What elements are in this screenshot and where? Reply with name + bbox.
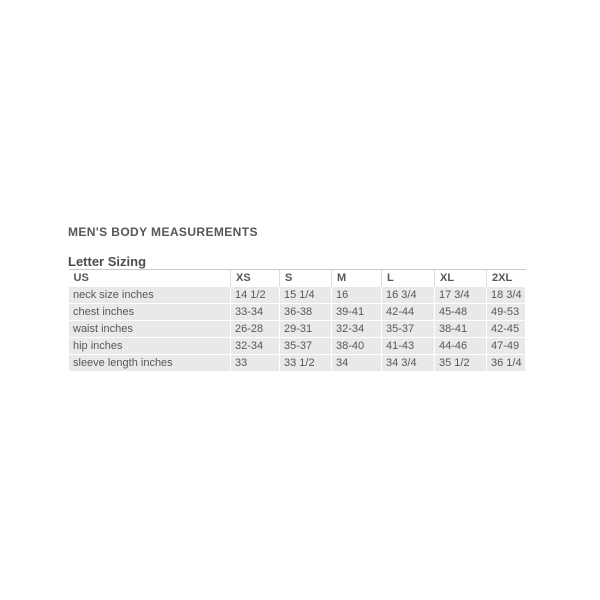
- value-cell: 49-53: [487, 304, 526, 321]
- value-cell: 45-48: [435, 304, 487, 321]
- value-cell: 42-44: [382, 304, 435, 321]
- table-subtitle: Letter Sizing: [68, 254, 147, 269]
- column-header-m: M: [332, 270, 382, 287]
- column-header-2xl: 2XL: [487, 270, 526, 287]
- value-cell: 47-49: [487, 338, 526, 355]
- value-cell: 42-45: [487, 321, 526, 338]
- column-header-xl: XL: [435, 270, 487, 287]
- value-cell: 36-38: [280, 304, 332, 321]
- value-cell: 29-31: [280, 321, 332, 338]
- value-cell: 38-41: [435, 321, 487, 338]
- value-cell: 35 1/2: [435, 355, 487, 372]
- value-cell: 18 3/4: [487, 287, 526, 304]
- row-label-cell: waist inches: [69, 321, 231, 338]
- column-header-s: S: [280, 270, 332, 287]
- value-cell: 14 1/2: [231, 287, 280, 304]
- value-cell: 38-40: [332, 338, 382, 355]
- value-cell: 17 3/4: [435, 287, 487, 304]
- value-cell: 32-34: [332, 321, 382, 338]
- size-chart-section: [68, 226, 525, 372]
- value-cell: 16: [332, 287, 382, 304]
- value-cell: 15 1/4: [280, 287, 332, 304]
- value-cell: 35-37: [382, 321, 435, 338]
- column-header-l: L: [382, 270, 435, 287]
- value-cell: 33-34: [231, 304, 280, 321]
- value-cell: 39-41: [332, 304, 382, 321]
- value-cell: 33: [231, 355, 280, 372]
- row-label-cell: chest inches: [69, 304, 231, 321]
- table-row: [69, 304, 526, 321]
- row-label-cell: hip inches: [69, 338, 231, 355]
- value-cell: 36 1/4: [487, 355, 526, 372]
- table-row: [69, 338, 526, 355]
- value-cell: 16 3/4: [382, 287, 435, 304]
- value-cell: 34: [332, 355, 382, 372]
- header-row: [69, 270, 526, 287]
- size-table-header: [69, 270, 526, 287]
- row-label-cell: neck size inches: [69, 287, 231, 304]
- size-table: [68, 269, 526, 372]
- table-row: [69, 321, 526, 338]
- row-label-cell: sleeve length inches: [69, 355, 231, 372]
- value-cell: 44-46: [435, 338, 487, 355]
- value-cell: 41-43: [382, 338, 435, 355]
- column-header-xs: XS: [231, 270, 280, 287]
- section-title: MEN'S BODY MEASUREMENTS: [68, 225, 258, 239]
- value-cell: 33 1/2: [280, 355, 332, 372]
- table-row: [69, 355, 526, 372]
- value-cell: 26-28: [231, 321, 280, 338]
- column-header-us: US: [69, 270, 231, 287]
- value-cell: 32-34: [231, 338, 280, 355]
- table-row: [69, 287, 526, 304]
- size-table-body: [69, 287, 526, 372]
- value-cell: 34 3/4: [382, 355, 435, 372]
- value-cell: 35-37: [280, 338, 332, 355]
